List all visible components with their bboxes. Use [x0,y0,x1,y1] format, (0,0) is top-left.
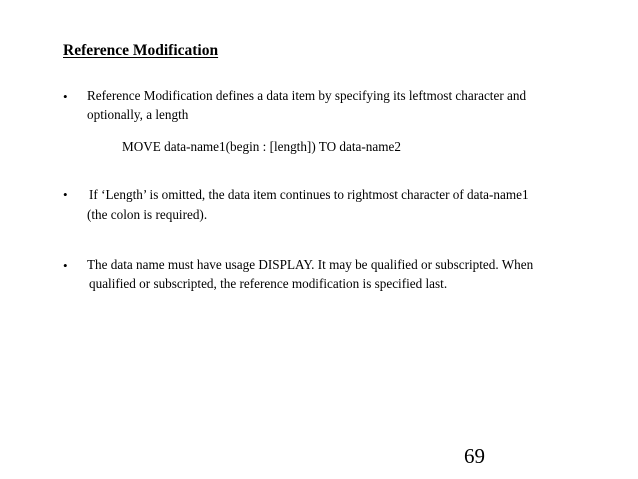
bullet-marker: • [63,89,68,104]
bullet-marker: • [63,187,68,202]
bullet-text-line: optionally, a length [87,107,189,122]
bullet-text-line: Reference Modification defines a data item by specifying its leftmost character and [87,88,527,103]
bullet-text-line: If ‘Length’ is omitted, the data item continues to rightmost character of data-name1 [89,187,529,202]
bullet-text-line: qualified or subscripted, the reference modification is specified last. [89,276,448,291]
slide-title: Reference Modification [63,42,219,59]
page-number: 69 [464,444,485,468]
syntax-example: MOVE data-name1(begin : [length]) TO data-name2 [122,139,401,154]
bullet-marker: • [63,258,68,273]
bullet-text-line: The data name must have usage DISPLAY. It may be qualified or subscripted. When [87,257,534,272]
bullet-text-line: (the colon is required). [87,207,208,222]
